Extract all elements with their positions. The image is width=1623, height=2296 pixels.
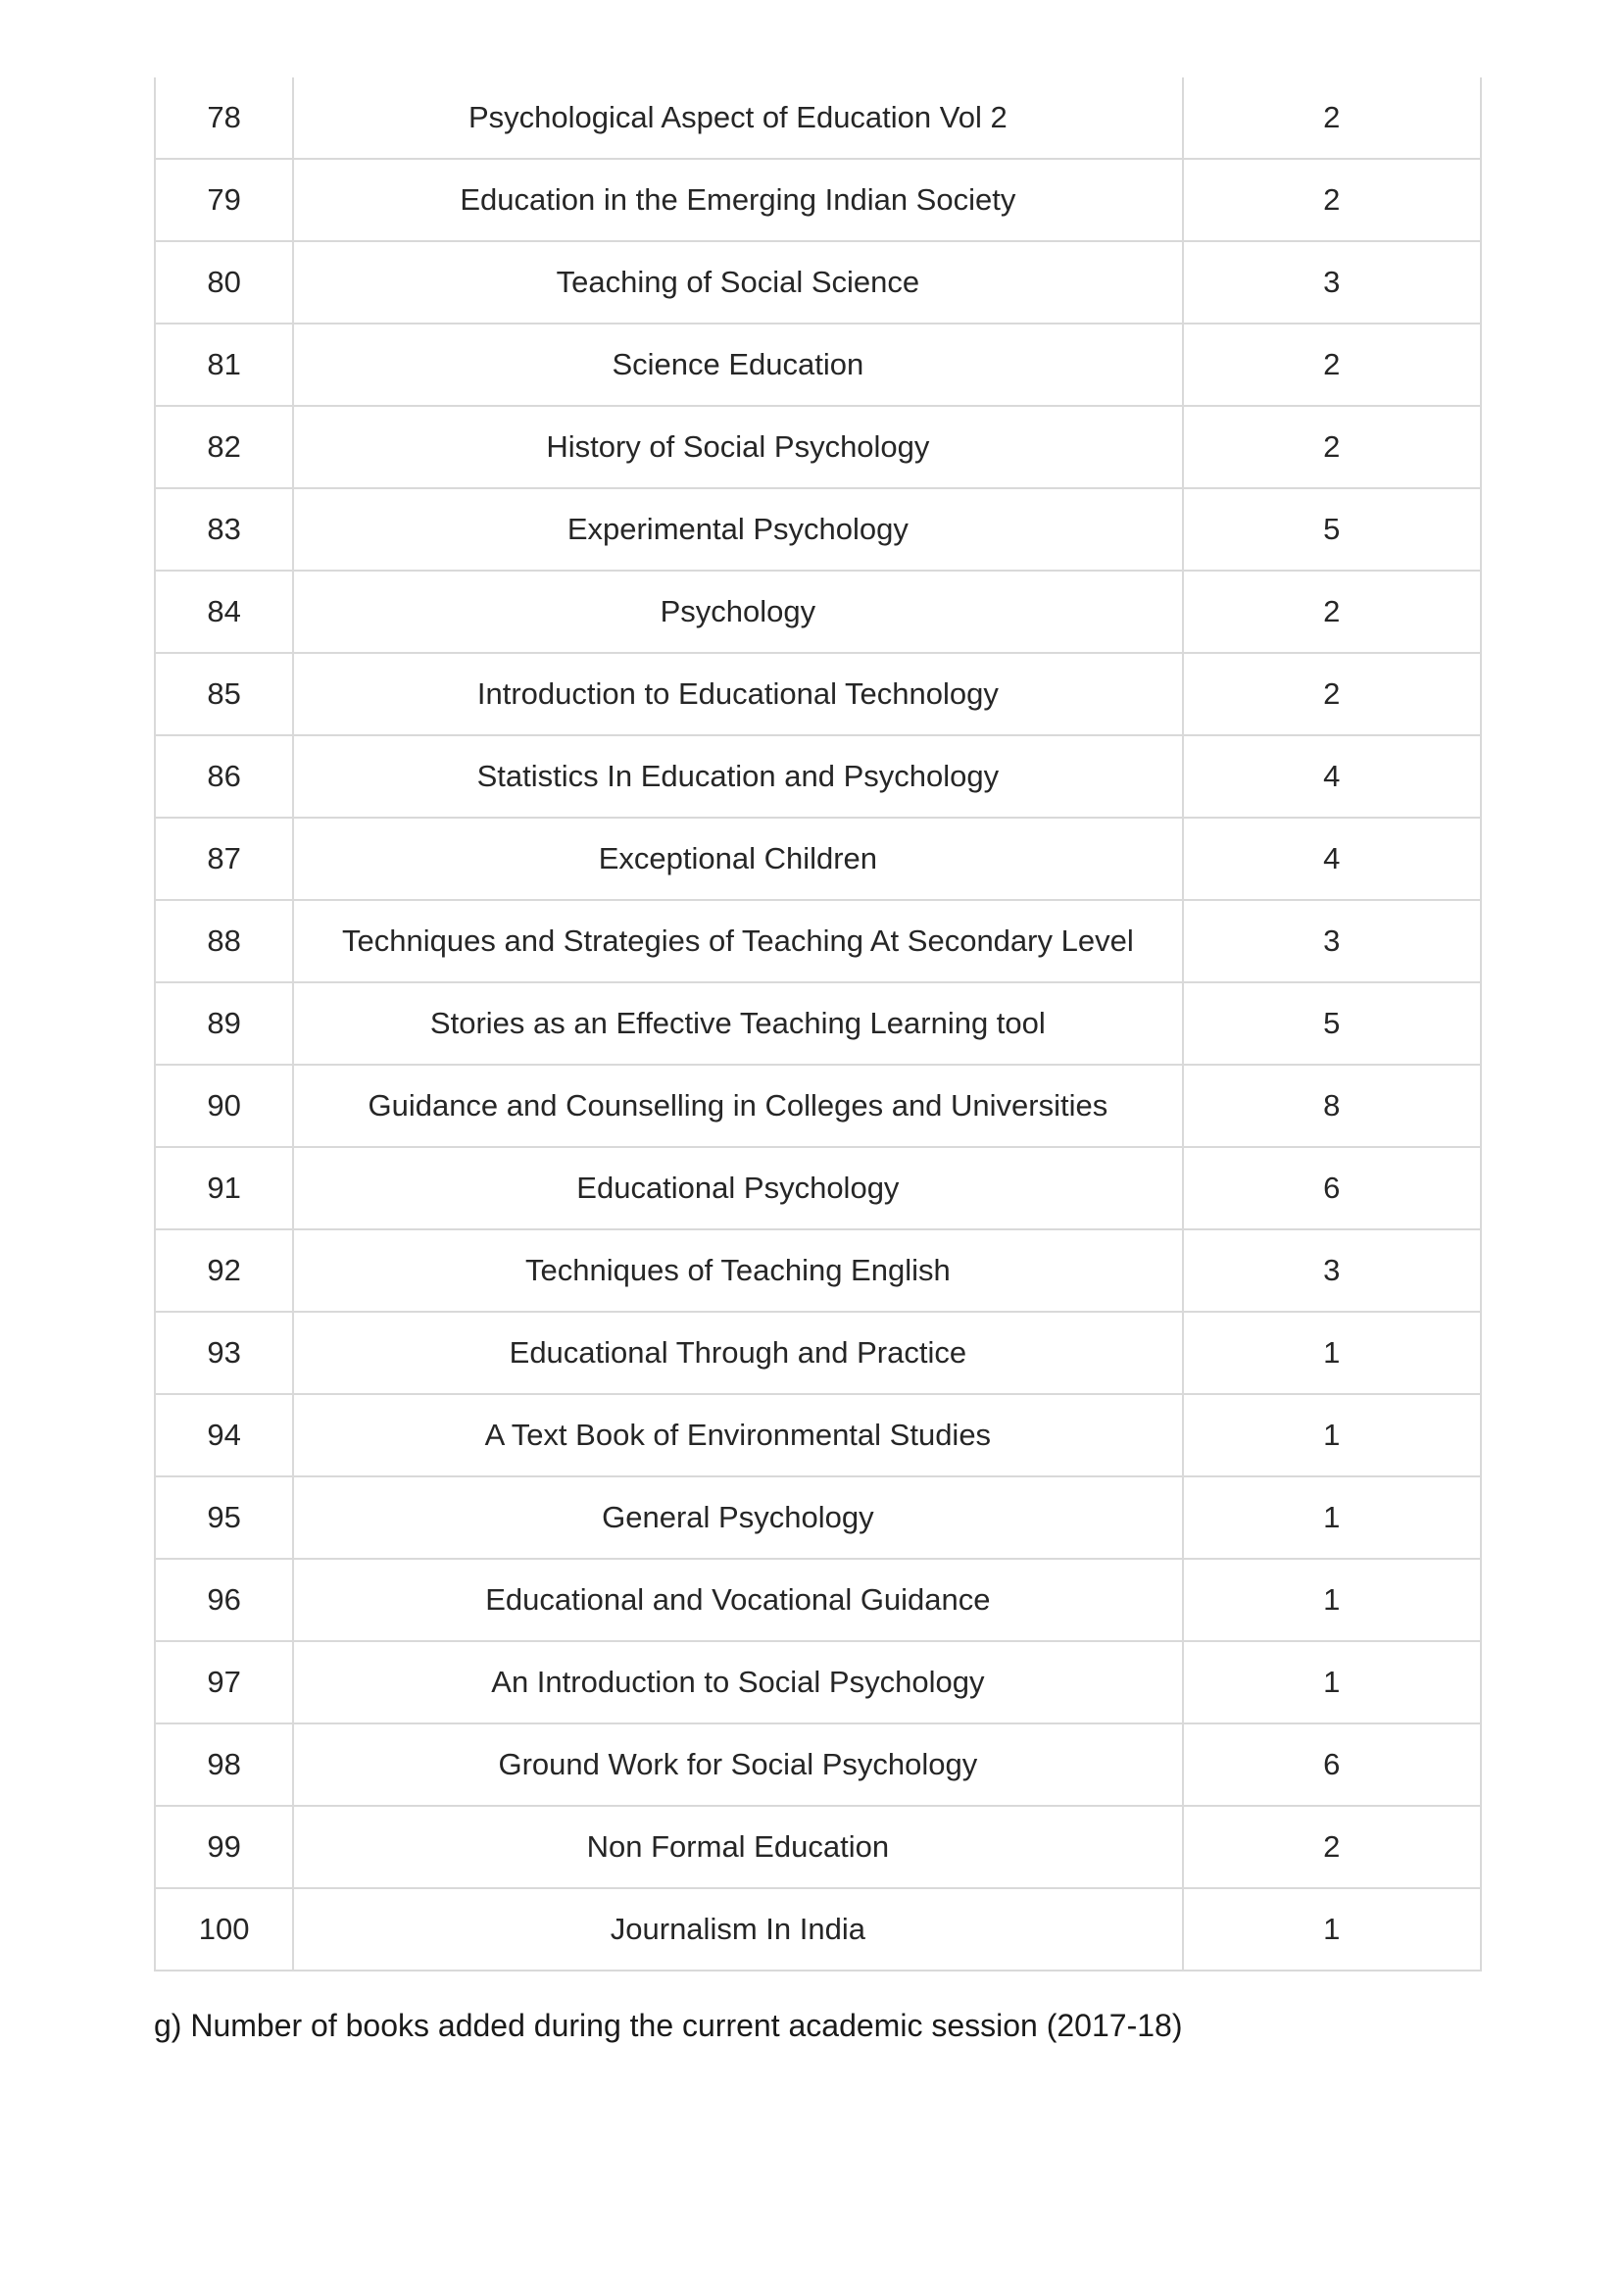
section-note: g) Number of books added during the current academic session (2017-18) (154, 2008, 1183, 2043)
quantity-cell: 1 (1183, 1641, 1481, 1723)
book-title-cell: Teaching of Social Science (293, 241, 1182, 324)
table-row (155, 653, 1481, 735)
quantity-cell: 1 (1183, 1559, 1481, 1641)
table-row (155, 406, 1481, 488)
table-row (155, 1394, 1481, 1476)
table-row (155, 1312, 1481, 1394)
book-title-cell: Journalism In India (293, 1888, 1182, 1971)
book-title-cell: An Introduction to Social Psychology (293, 1641, 1182, 1723)
book-title-cell: Psychology (293, 571, 1182, 653)
book-title-cell: Guidance and Counselling in Colleges and Universities (293, 1065, 1182, 1147)
serial-number-cell: 87 (155, 818, 293, 900)
quantity-cell: 3 (1183, 900, 1481, 982)
book-title-cell: Introduction to Educational Technology (293, 653, 1182, 735)
quantity-cell: 2 (1183, 77, 1481, 159)
book-title-cell: General Psychology (293, 1476, 1182, 1559)
books-table (154, 77, 1482, 1972)
table-row (155, 1641, 1481, 1723)
quantity-cell: 2 (1183, 653, 1481, 735)
quantity-cell: 2 (1183, 159, 1481, 241)
quantity-cell: 2 (1183, 571, 1481, 653)
serial-number-cell: 99 (155, 1806, 293, 1888)
book-title-cell: Techniques and Strategies of Teaching At Secondary Level (293, 900, 1182, 982)
book-title-cell: Experimental Psychology (293, 488, 1182, 571)
table-row (155, 735, 1481, 818)
serial-number-cell: 85 (155, 653, 293, 735)
quantity-cell: 4 (1183, 735, 1481, 818)
book-title-cell: Stories as an Effective Teaching Learning tool (293, 982, 1182, 1065)
table-row (155, 159, 1481, 241)
book-title-cell: History of Social Psychology (293, 406, 1182, 488)
serial-number-cell: 82 (155, 406, 293, 488)
quantity-cell: 5 (1183, 488, 1481, 571)
book-title-cell: Science Education (293, 324, 1182, 406)
book-title-cell: Non Formal Education (293, 1806, 1182, 1888)
quantity-cell: 2 (1183, 1806, 1481, 1888)
book-title-cell: Statistics In Education and Psychology (293, 735, 1182, 818)
quantity-cell: 1 (1183, 1312, 1481, 1394)
table-row (155, 1806, 1481, 1888)
quantity-cell: 1 (1183, 1888, 1481, 1971)
table-row (155, 1723, 1481, 1806)
quantity-cell: 2 (1183, 406, 1481, 488)
quantity-cell: 5 (1183, 982, 1481, 1065)
table-row (155, 488, 1481, 571)
book-title-cell: Techniques of Teaching English (293, 1229, 1182, 1312)
book-title-cell: Educational Psychology (293, 1147, 1182, 1229)
serial-number-cell: 80 (155, 241, 293, 324)
table-row (155, 324, 1481, 406)
serial-number-cell: 94 (155, 1394, 293, 1476)
serial-number-cell: 81 (155, 324, 293, 406)
book-title-cell: Exceptional Children (293, 818, 1182, 900)
serial-number-cell: 91 (155, 1147, 293, 1229)
table-row (155, 1559, 1481, 1641)
serial-number-cell: 98 (155, 1723, 293, 1806)
table-row (155, 241, 1481, 324)
book-title-cell: Education in the Emerging Indian Society (293, 159, 1182, 241)
quantity-cell: 6 (1183, 1147, 1481, 1229)
book-title-cell: A Text Book of Environmental Studies (293, 1394, 1182, 1476)
quantity-cell: 4 (1183, 818, 1481, 900)
table-body (155, 77, 1481, 1971)
table-row (155, 1065, 1481, 1147)
serial-number-cell: 88 (155, 900, 293, 982)
table-row (155, 1229, 1481, 1312)
table-row (155, 900, 1481, 982)
serial-number-cell: 84 (155, 571, 293, 653)
serial-number-cell: 96 (155, 1559, 293, 1641)
book-title-cell: Ground Work for Social Psychology (293, 1723, 1182, 1806)
quantity-cell: 6 (1183, 1723, 1481, 1806)
table-row (155, 77, 1481, 159)
serial-number-cell: 95 (155, 1476, 293, 1559)
serial-number-cell: 100 (155, 1888, 293, 1971)
quantity-cell: 3 (1183, 241, 1481, 324)
serial-number-cell: 78 (155, 77, 293, 159)
table-row (155, 571, 1481, 653)
serial-number-cell: 86 (155, 735, 293, 818)
table-row (155, 1147, 1481, 1229)
table-row (155, 1476, 1481, 1559)
serial-number-cell: 83 (155, 488, 293, 571)
quantity-cell: 8 (1183, 1065, 1481, 1147)
serial-number-cell: 97 (155, 1641, 293, 1723)
serial-number-cell: 89 (155, 982, 293, 1065)
book-title-cell: Psychological Aspect of Education Vol 2 (293, 77, 1182, 159)
serial-number-cell: 79 (155, 159, 293, 241)
book-title-cell: Educational and Vocational Guidance (293, 1559, 1182, 1641)
quantity-cell: 3 (1183, 1229, 1481, 1312)
serial-number-cell: 92 (155, 1229, 293, 1312)
quantity-cell: 2 (1183, 324, 1481, 406)
book-title-cell: Educational Through and Practice (293, 1312, 1182, 1394)
table-row (155, 818, 1481, 900)
quantity-cell: 1 (1183, 1394, 1481, 1476)
quantity-cell: 1 (1183, 1476, 1481, 1559)
table-row (155, 1888, 1481, 1971)
serial-number-cell: 93 (155, 1312, 293, 1394)
serial-number-cell: 90 (155, 1065, 293, 1147)
table-row (155, 982, 1481, 1065)
